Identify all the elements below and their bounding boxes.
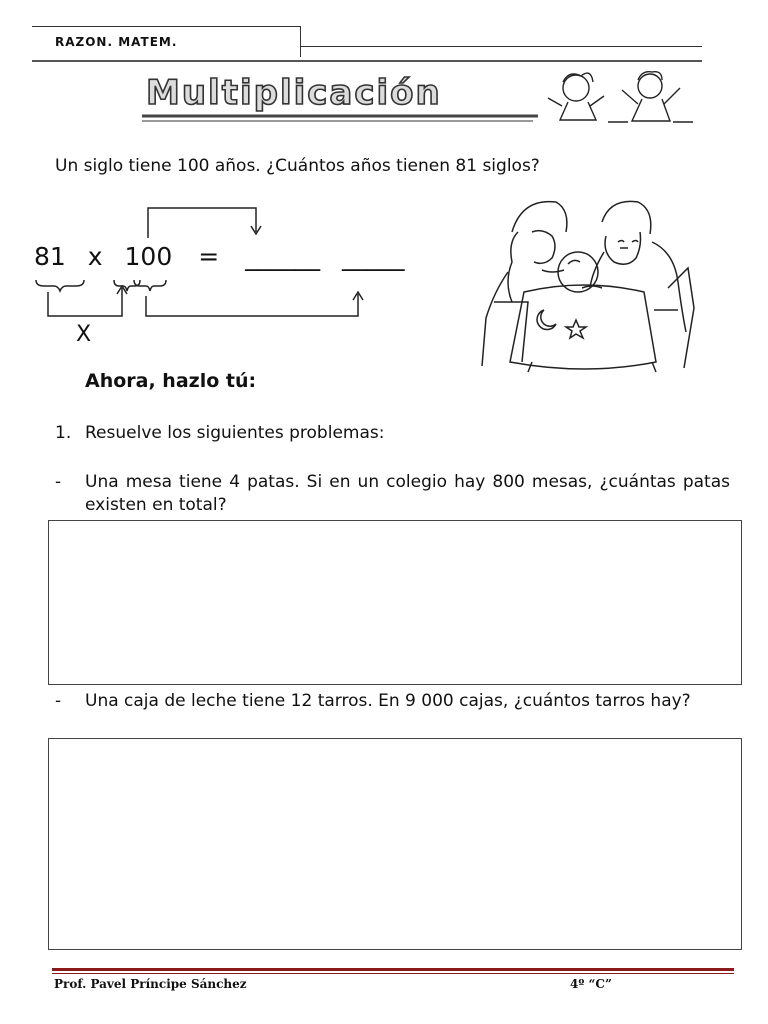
footer-grade: 4º “C” [570,977,612,991]
fortune-teller-illustration [472,192,704,374]
header-rule [300,46,702,47]
factor-81: 81 [34,242,66,271]
page-title: Multiplicación [146,73,442,113]
course-label: RAZON. MATEM. [55,35,178,49]
footer-rule-thin [52,973,734,974]
title-banner [138,66,698,128]
header-underline [32,60,702,62]
times-sign: x [87,242,103,271]
problem-2-dash: - [55,691,62,711]
answer-blank-1: ______ [245,242,321,271]
intro-question: Un siglo tiene 100 años. ¿Cuántos años tienen 81 siglos? [55,156,540,176]
problem-2-answer-box[interactable] [48,738,742,950]
children-illustration [548,72,693,122]
equals-sign: = [198,242,220,271]
problem-1-dash: - [55,472,62,492]
section-heading: Ahora, hazlo tú: [85,370,257,392]
exercise-instruction: Resuelve los siguientes problemas: [85,423,385,443]
problem-1-answer-box[interactable] [48,520,742,685]
exercise-number: 1. [55,423,72,443]
footer-rule-thick [52,968,734,971]
answer-blank-2: _____ [342,242,405,271]
below-x-label: X [76,322,92,347]
problem-2-text: Una caja de leche tiene 12 tarros. En 9 000 cajas, ¿cuántos tarros hay? [85,691,691,711]
problem-1-text: Una mesa tiene 4 patas. Si en un colegio hay 800 mesas, ¿cuántas patas existen en total? [85,472,730,515]
equation-line [34,242,405,271]
footer-author: Prof. Pavel Príncipe Sánchez [54,977,247,991]
factor-100: 100 [124,242,173,271]
